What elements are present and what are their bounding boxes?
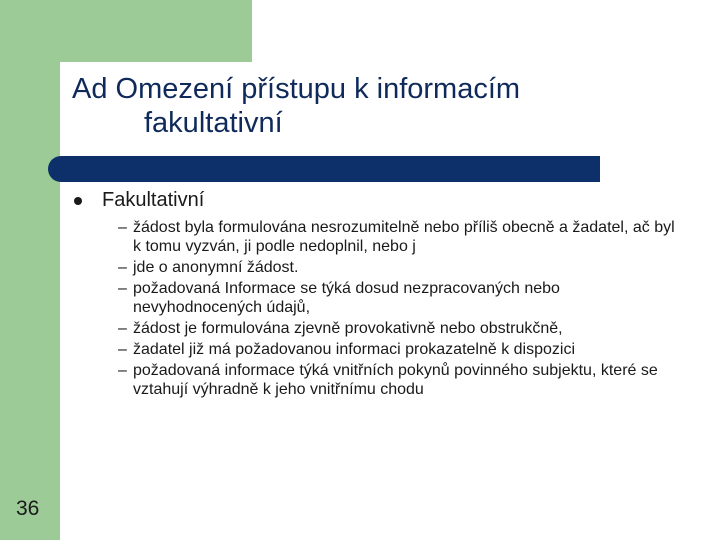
sub-bullet-text: požadovaná Informace se týká dosud nezpracovaných nebo nevyhodnocených údajů, bbox=[133, 280, 560, 316]
dash-icon: – bbox=[118, 362, 127, 379]
green-side-band bbox=[0, 0, 60, 540]
main-bullet bbox=[74, 184, 694, 216]
sub-bullet-list bbox=[118, 218, 678, 399]
title-line-1: Ad Omezení přístupu k informacím bbox=[72, 73, 521, 105]
sub-bullet-item bbox=[118, 218, 678, 256]
sub-bullet-text: žádost je formulována zjevně provokativně nebo obstrukčně, bbox=[133, 320, 563, 337]
sub-bullet-item bbox=[118, 279, 678, 317]
main-bullet-text: Fakultativní bbox=[102, 189, 205, 211]
sub-bullet-text: žádost byla formulována nesrozumitelně nebo příliš obecně a žadatel, ač byl k tomu vyzván, ji podle nedoplnil, nebo j bbox=[133, 219, 675, 255]
dash-icon: – bbox=[118, 259, 127, 276]
dash-icon: – bbox=[118, 280, 127, 297]
slide-number: 36 bbox=[16, 497, 40, 520]
sub-bullet-item bbox=[118, 319, 678, 338]
slide-title bbox=[72, 72, 672, 140]
slide-content bbox=[74, 184, 694, 399]
sub-bullet-item bbox=[118, 361, 678, 399]
sub-bullet-text: požadovaná informace týká vnitřních pokynů povinného subjektu, které se vztahují výhradně k jeho vnitřnímu chodu bbox=[133, 362, 658, 398]
sub-bullet-item bbox=[118, 340, 678, 359]
sub-bullet-item bbox=[118, 258, 678, 277]
dash-icon: – bbox=[118, 320, 127, 337]
sub-bullet-text: žadatel již má požadovanou informaci prokazatelně k dispozici bbox=[133, 341, 576, 358]
title-line-2: fakultativní bbox=[144, 107, 283, 139]
green-top-band bbox=[0, 0, 252, 62]
sub-bullet-text: jde o anonymní žádost. bbox=[133, 259, 299, 276]
dash-icon: – bbox=[118, 219, 127, 236]
bullet-dot-icon bbox=[74, 197, 82, 205]
dash-icon: – bbox=[118, 341, 127, 358]
title-underline-bar bbox=[48, 156, 600, 182]
